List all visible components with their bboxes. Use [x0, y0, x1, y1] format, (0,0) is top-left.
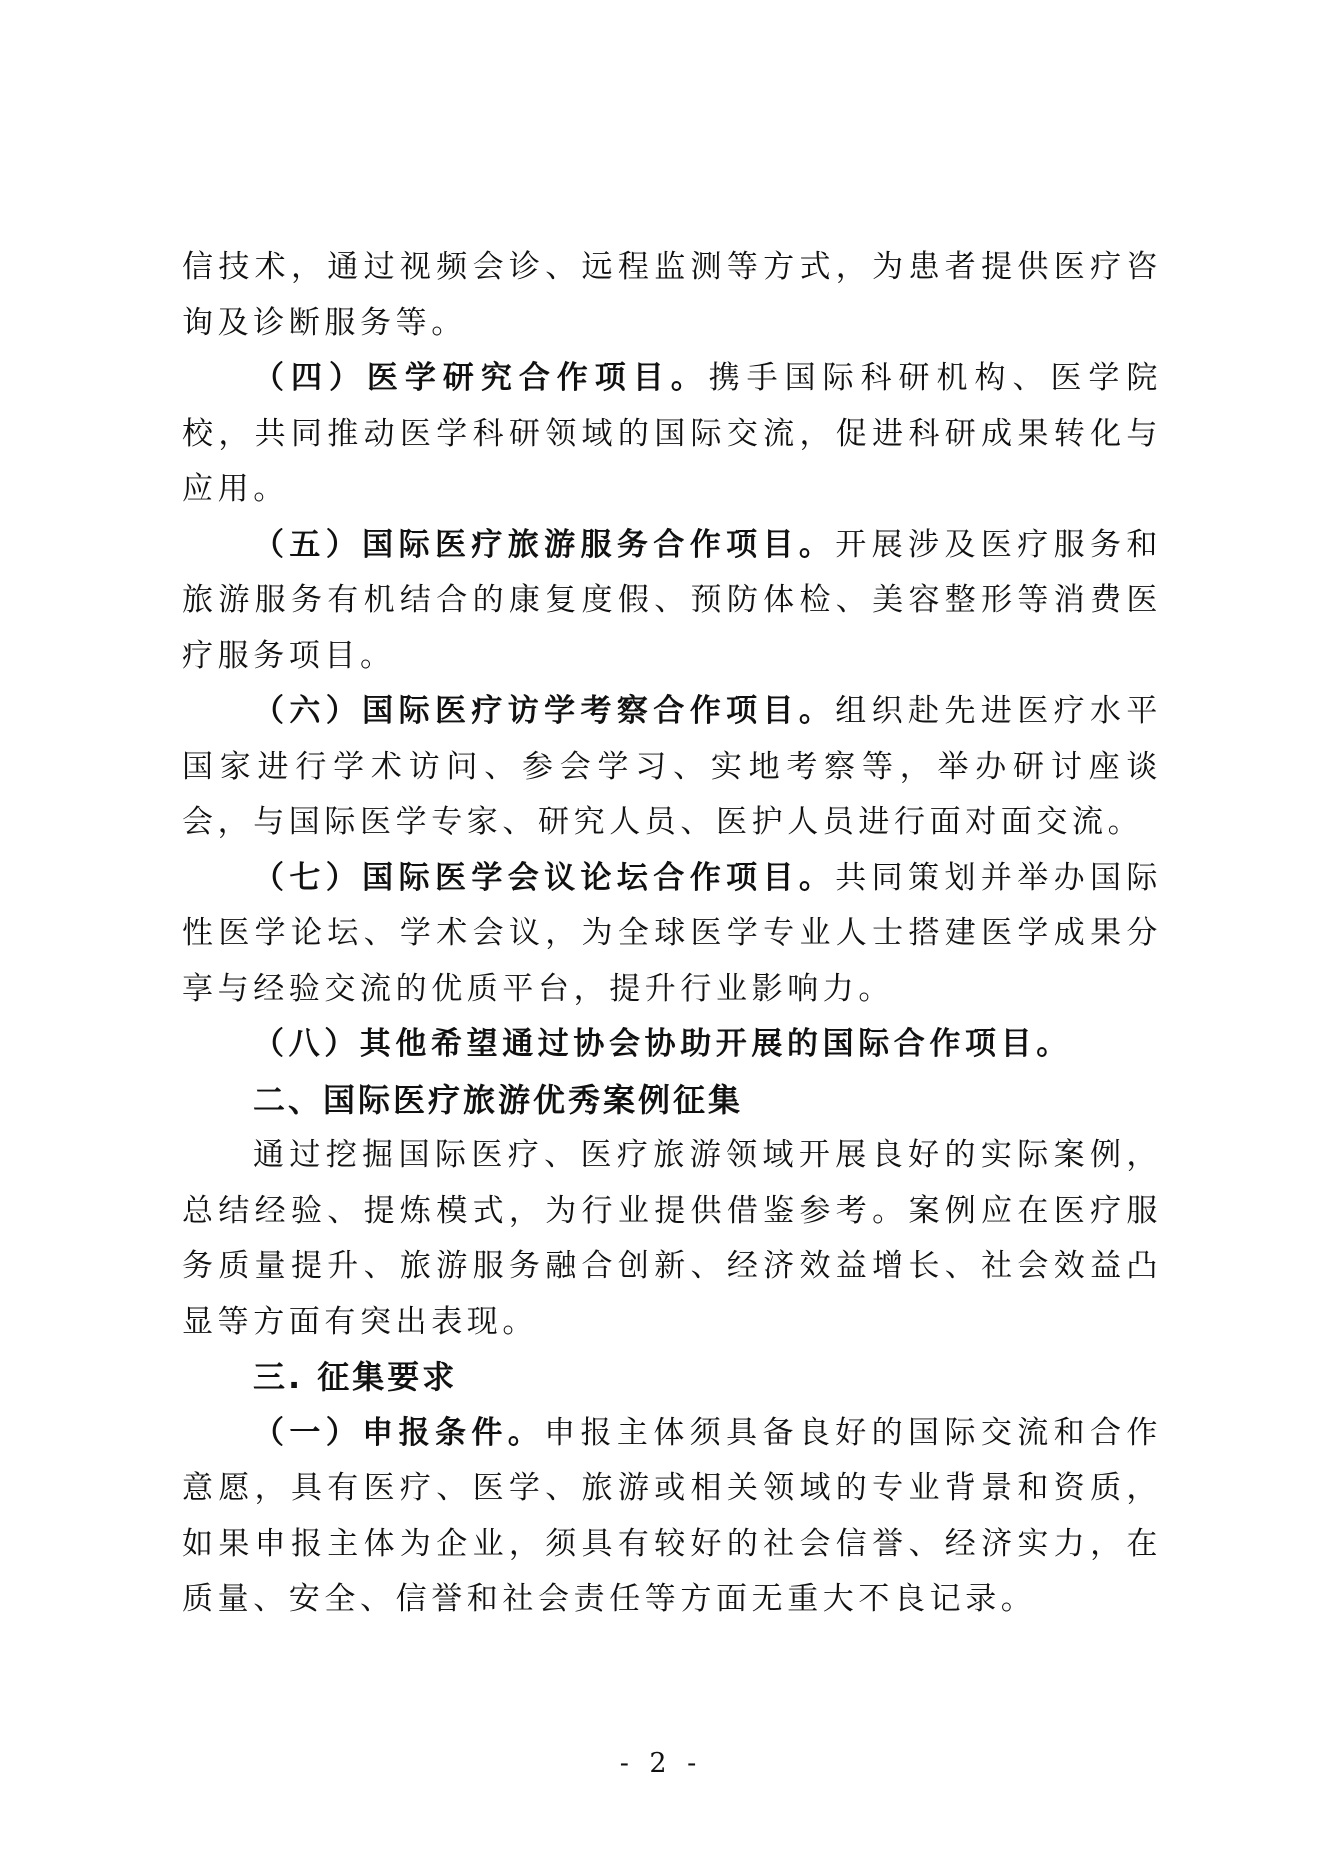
- item-lead: （五）国际医疗旅游服务合作项目。: [253, 526, 836, 563]
- item-lead: （六）国际医疗访学考察合作项目。: [253, 693, 836, 729]
- paragraph-text: 信技术，通过视频会诊、远程监测等方式，为患者提供医疗咨询及诊断服务等。: [182, 249, 1162, 341]
- page-number: - 2 -: [619, 1748, 703, 1779]
- paragraph-item-1: [182, 1406, 1162, 1628]
- paragraph-item-5: [182, 518, 1162, 685]
- paragraph-case-collection: [182, 1128, 1162, 1350]
- document-body: [182, 240, 1162, 1628]
- paragraph-text: 通过挖掘国际医疗、医疗旅游领域开展良好的实际案例，总结经验、提炼模式，为行业提供借鉴参考。案例应在医疗服务质量提升、旅游服务融合创新、经济效益增长、社会效益凸显等方面有突出表现。: [182, 1137, 1162, 1340]
- item-text: 开展涉及医疗服务和旅游服务有机结合的康复度假、预防体检、美容整形等消费医疗服务项目。: [182, 526, 1162, 674]
- paragraph-item-7: [182, 851, 1162, 1018]
- paragraph-item-4: [182, 351, 1162, 518]
- section-heading-2: 二、国际医疗旅游优秀案例征集: [253, 1080, 744, 1119]
- paragraph-continuation: [182, 240, 1162, 351]
- item-lead: （一）申报条件。: [253, 1414, 545, 1451]
- paragraph-item-6: [182, 684, 1162, 851]
- item-text: 申报主体须具备良好的国际交流和合作意愿，具有医疗、医学、旅游或相关领域的专业背景和资质，如果申报主体为企业，须具有较好的社会信誉、经济实力，在质量、安全、信誉和社会责任等方面无重大不良记录。: [182, 1414, 1162, 1617]
- item-text: 携手国际科研机构、医学院校，共同推动医学科研领域的国际交流，促进科研成果转化与应用。: [182, 360, 1162, 507]
- section-heading-3: 三. 征集要求: [253, 1358, 458, 1396]
- item-lead: （七）国际医学会议论坛合作项目。: [253, 859, 836, 896]
- item-text: 共同策划并举办国际性医学论坛、学术会议，为全球医学专业人士搭建医学成果分享与经验交流的优质平台，提升行业影响力。: [182, 859, 1162, 1007]
- item-lead: （八）其他希望通过协会协助开展的国际合作项目。: [253, 1026, 1072, 1062]
- item-text: 组织赴先进医疗水平国家进行学术访问、参会学习、实地考察等，举办研讨座谈会，与国际医学专家、研究人员、医护人员进行面对面交流。: [182, 693, 1162, 840]
- paragraph-item-8: [182, 1017, 1162, 1073]
- item-lead: （四）医学研究合作项目。: [253, 360, 709, 396]
